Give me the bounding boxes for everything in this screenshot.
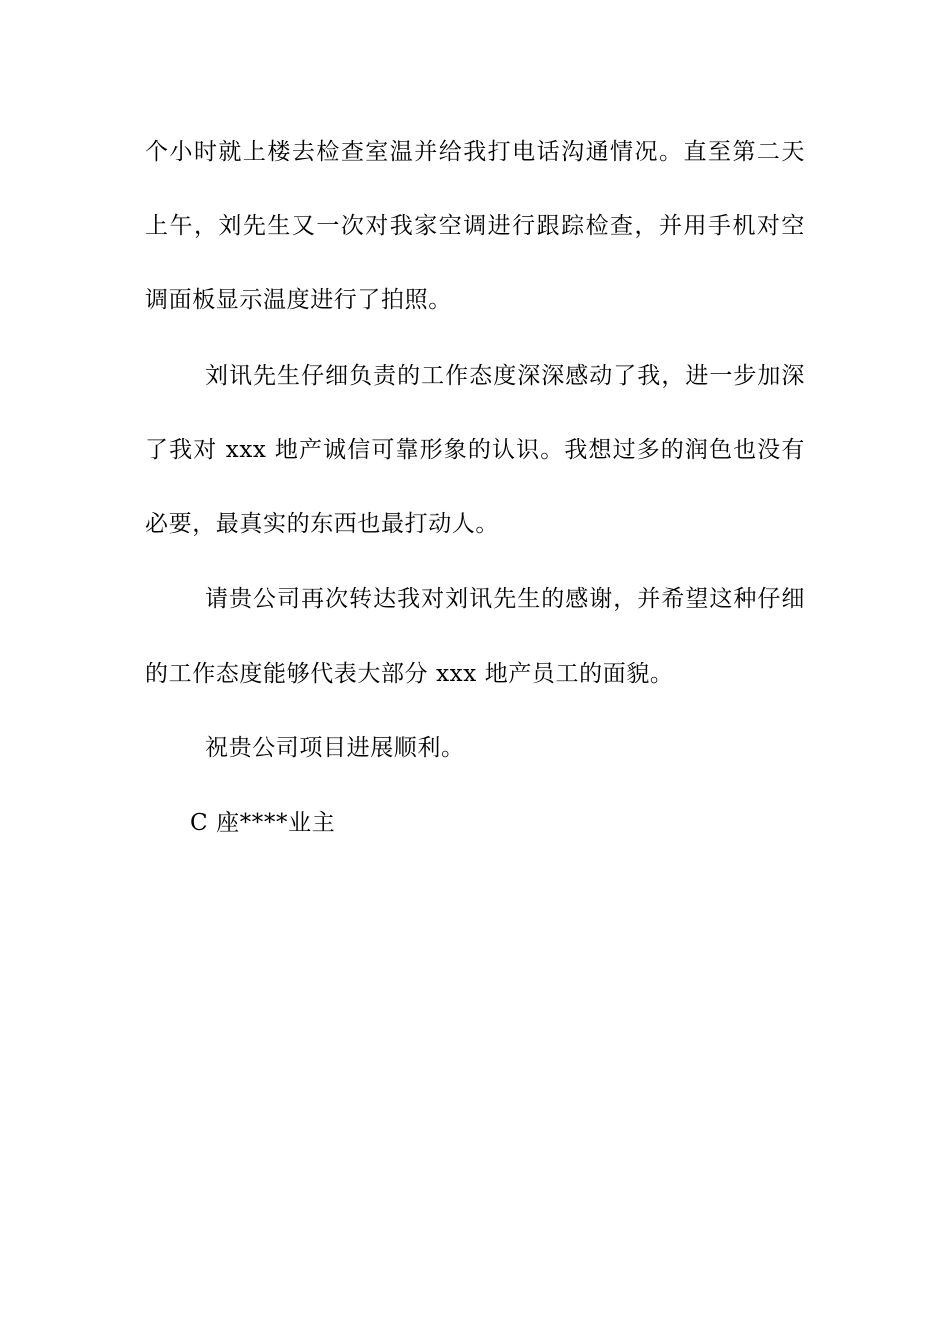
paragraph-1-line-2: 上午，刘先生又一次对我家空调进行跟踪检查，并用手机对空 — [145, 213, 805, 239]
paragraph-1-line-1: 个小时就上楼去检查室温并给我打电话沟通情况。直至第二天 — [145, 139, 805, 165]
paragraph-2-line-1: 刘讯先生仔细负责的工作态度深深感动了我，进一步加深 — [205, 363, 805, 389]
signature: C 座****业主 — [190, 810, 336, 836]
paragraph-3-line-1: 请贵公司再次转达我对刘讯先生的感谢，并希望这种仔细 — [205, 586, 805, 612]
paragraph-3-line-2: 的工作态度能够代表大部分 xxx 地产员工的面貌。 — [145, 661, 674, 687]
paragraph-2-line-3: 必要，最真实的东西也最打动人。 — [145, 511, 499, 537]
closing-line: 祝贵公司项目进展顺利。 — [205, 735, 465, 761]
paragraph-2-line-2: 了我对 xxx 地产诚信可靠形象的认识。我想过多的润色也没有 — [145, 437, 805, 463]
paragraph-1-line-3: 调面板显示温度进行了拍照。 — [145, 287, 452, 313]
